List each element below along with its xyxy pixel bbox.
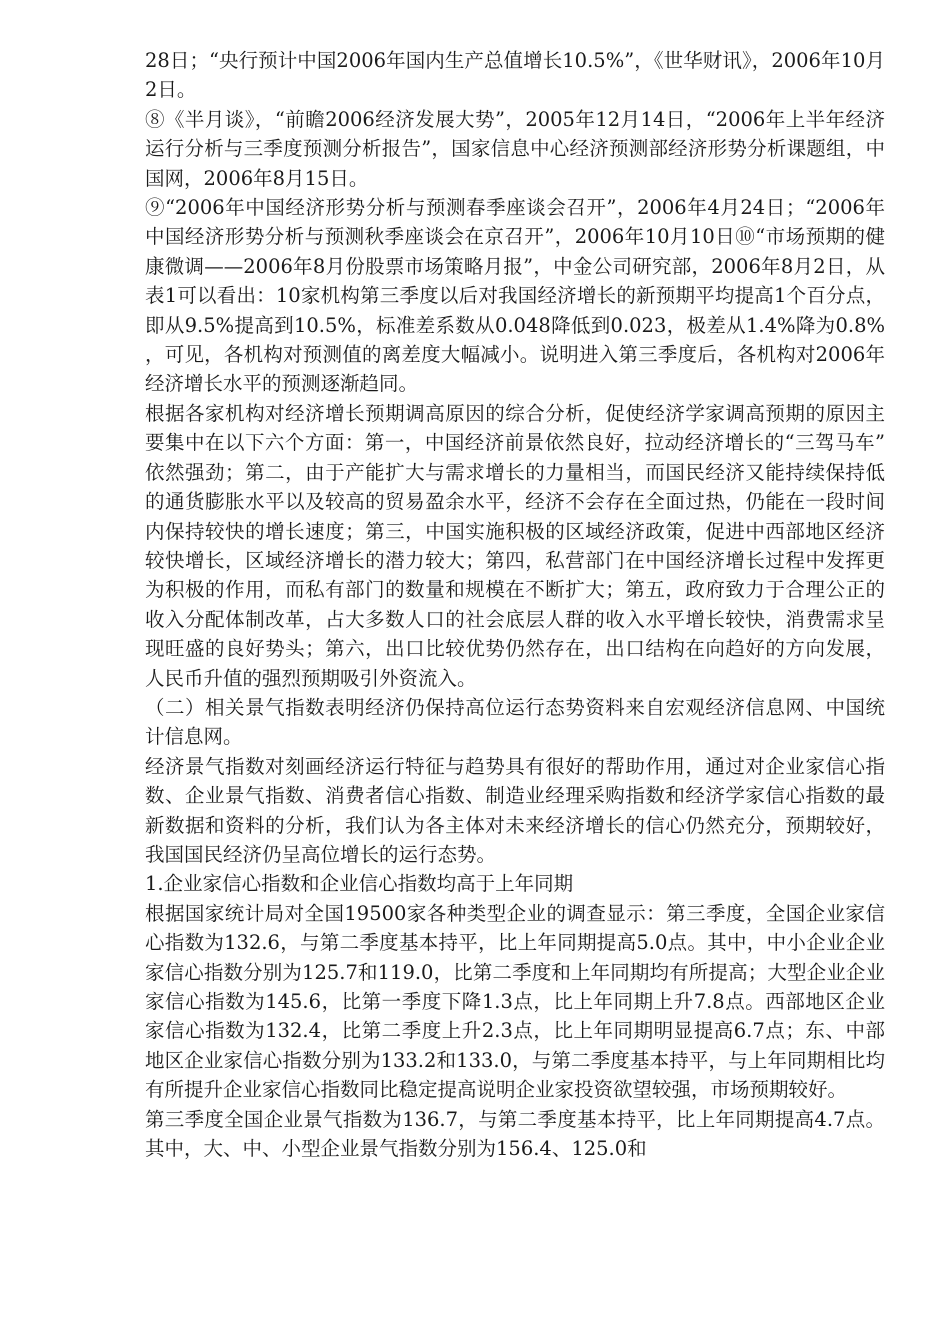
paragraph-footnote-9-10: ⑨“2006年中国经济形势分析与预测春季座谈会召开”，2006年4月24日；“2006年中国经济形势分析与预测秋季座谈会在京召开”，2006年10月10日⑩“市场预期的健康微调——2006年8月份股票市场策略月报”，中金公司研究部，2006年8月2日，从表1可以看出：10家机构第三季度以后对我国经济增长的新预期平均提高1个百分点，即从9.5%提高到10.5%，标准差系数从0.048降低到0.023，极差从1.4%降为0.8%，可见，各机构对预测值的离差度大幅减小。说明进入第三季度后，各机构对2006年经济增长水平的预测逐渐趋同。 bbox=[145, 196, 885, 396]
paragraph-footnote-8: ⑧《半月谈》，“前瞻2006经济发展大势”，2005年12月14日，“2006年上半年经济运行分析与三季度预测分析报告”，国家信息中心经济预测部经济形势分析课题组，中国网，2006年8月15日。 bbox=[145, 107, 885, 190]
subsection-heading-1: 1.企业家信心指数和企业信心指数均高于上年同期 bbox=[145, 872, 574, 896]
paragraph-entrepreneur-confidence: 根据国家统计局对全国19500家各种类型企业的调查显示：第三季度，全国企业家信心指数为132.6，与第二季度基本持平，比上年同期提高5.0点。其中，中小企业企业家信心指数分别为125.7和119.0，比第二季度和上年同期均有所提高；大型企业企业家信心指数为145.6，比第一季度下降1.3点，比上年同期上升7.8点。西部地区企业家信心指数为132.4，比第二季度上升2.3点，比上年同期明显提高6.7点；东、中部地区企业家信心指数分别为133.2和133.0，与第二季度基本持平，与上年同期相比均有所提升企业家信心指数同比稳定提高说明企业家投资欲望较强，市场预期较好。 bbox=[145, 901, 885, 1102]
paragraph-footnote-continuation: 28日；“央行预计中国2006年国内生产总值增长10.5%”，《世华财讯》，2006年10月2日。 bbox=[145, 49, 885, 102]
paragraph-six-reasons: 根据各家机构对经济增长预期调高原因的综合分析，促使经济学家调高预期的原因主要集中在以下六个方面：第一，中国经济前景依然良好，拉动经济增长的“三驾马车”依然强劲；第二，由于产能扩大与需求增长的力量相当，而国民经济又能持续保持低的通货膨胀水平以及较高的贸易盈余水平，经济不会存在全面过热，仍能在一段时间内保持较快的增长速度；第三，中国实施积极的区域经济政策，促进中西部地区经济较快增长，区域经济增长的潜力较大；第四，私营部门在中国经济增长过程中发挥更为积极的作用，而私有部门的数量和规模在不断扩大；第五，政府致力于合理公正的收入分配体制改革，占大多数人口的社会底层人群的收入水平增长较快，消费需求呈现旺盛的良好势头；第六，出口比较优势仍然存在，出口结构在向趋好的方向发展，人民币升值的强烈预期吸引外资流入。 bbox=[145, 401, 885, 690]
paragraph-indices-overview: 经济景气指数对刻画经济运行特征与趋势具有很好的帮助作用，通过对企业家信心指数、企业景气指数、消费者信心指数、制造业经理采购指数和经济学家信心指数的最新数据和资料的分析，我们认为各主体对未来经济增长的信心仍然充分，预期较好，我国国民经济仍呈高位增长的运行态势。 bbox=[145, 754, 885, 866]
paragraph-enterprise-climate: 第三季度全国企业景气指数为136.7，与第二季度基本持平，比上年同期提高4.7点。其中，大、中、小型企业景气指数分别为156.4、125.0和 bbox=[145, 1107, 885, 1161]
document-page bbox=[145, 46, 885, 1163]
section-heading-2: （二）相关景气指数表明经济仍保持高位运行态势资料来自宏观经济信息网、中国统计信息网。 bbox=[145, 695, 885, 749]
